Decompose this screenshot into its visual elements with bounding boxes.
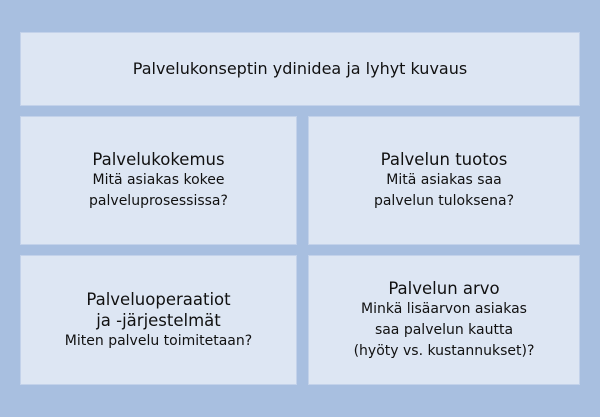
service-experience-box [20, 116, 297, 245]
service-outcome-box [308, 116, 580, 245]
service-experience-desc-line1: Mitä asiakas kokee [92, 172, 225, 188]
service-value-box [308, 255, 580, 385]
service-operations-title-line2: ja -järjestelmät [96, 310, 221, 330]
service-outcome-title: Palvelun tuotos [380, 150, 508, 169]
service-operations-box [20, 255, 297, 385]
service-operations-desc-line1: Miten palvelu toimitetaan? [64, 332, 253, 349]
service-value-desc-line2: saa palvelun kautta [374, 322, 514, 338]
service-value-title: Palvelun arvo [388, 279, 500, 298]
service-experience-desc-line2: palveluprosessissa? [89, 193, 228, 209]
concept-core-idea-box [20, 32, 580, 106]
service-operations-title-line1: Palveluoperaatiot [86, 289, 231, 309]
service-outcome-desc-line1: Mitä asiakas saa [386, 172, 502, 188]
service-value-desc-line3: (hyöty vs. kustannukset)? [353, 343, 535, 359]
concept-core-idea-text: Palvelukonseptin ydinidea ja lyhyt kuvaus [132, 59, 468, 78]
service-outcome-desc-line2: palvelun tuloksena? [373, 193, 515, 209]
service-value-desc-line1: Minkä lisäarvon asiakas [361, 301, 527, 317]
service-experience-title: Palvelukokemus [92, 150, 225, 169]
